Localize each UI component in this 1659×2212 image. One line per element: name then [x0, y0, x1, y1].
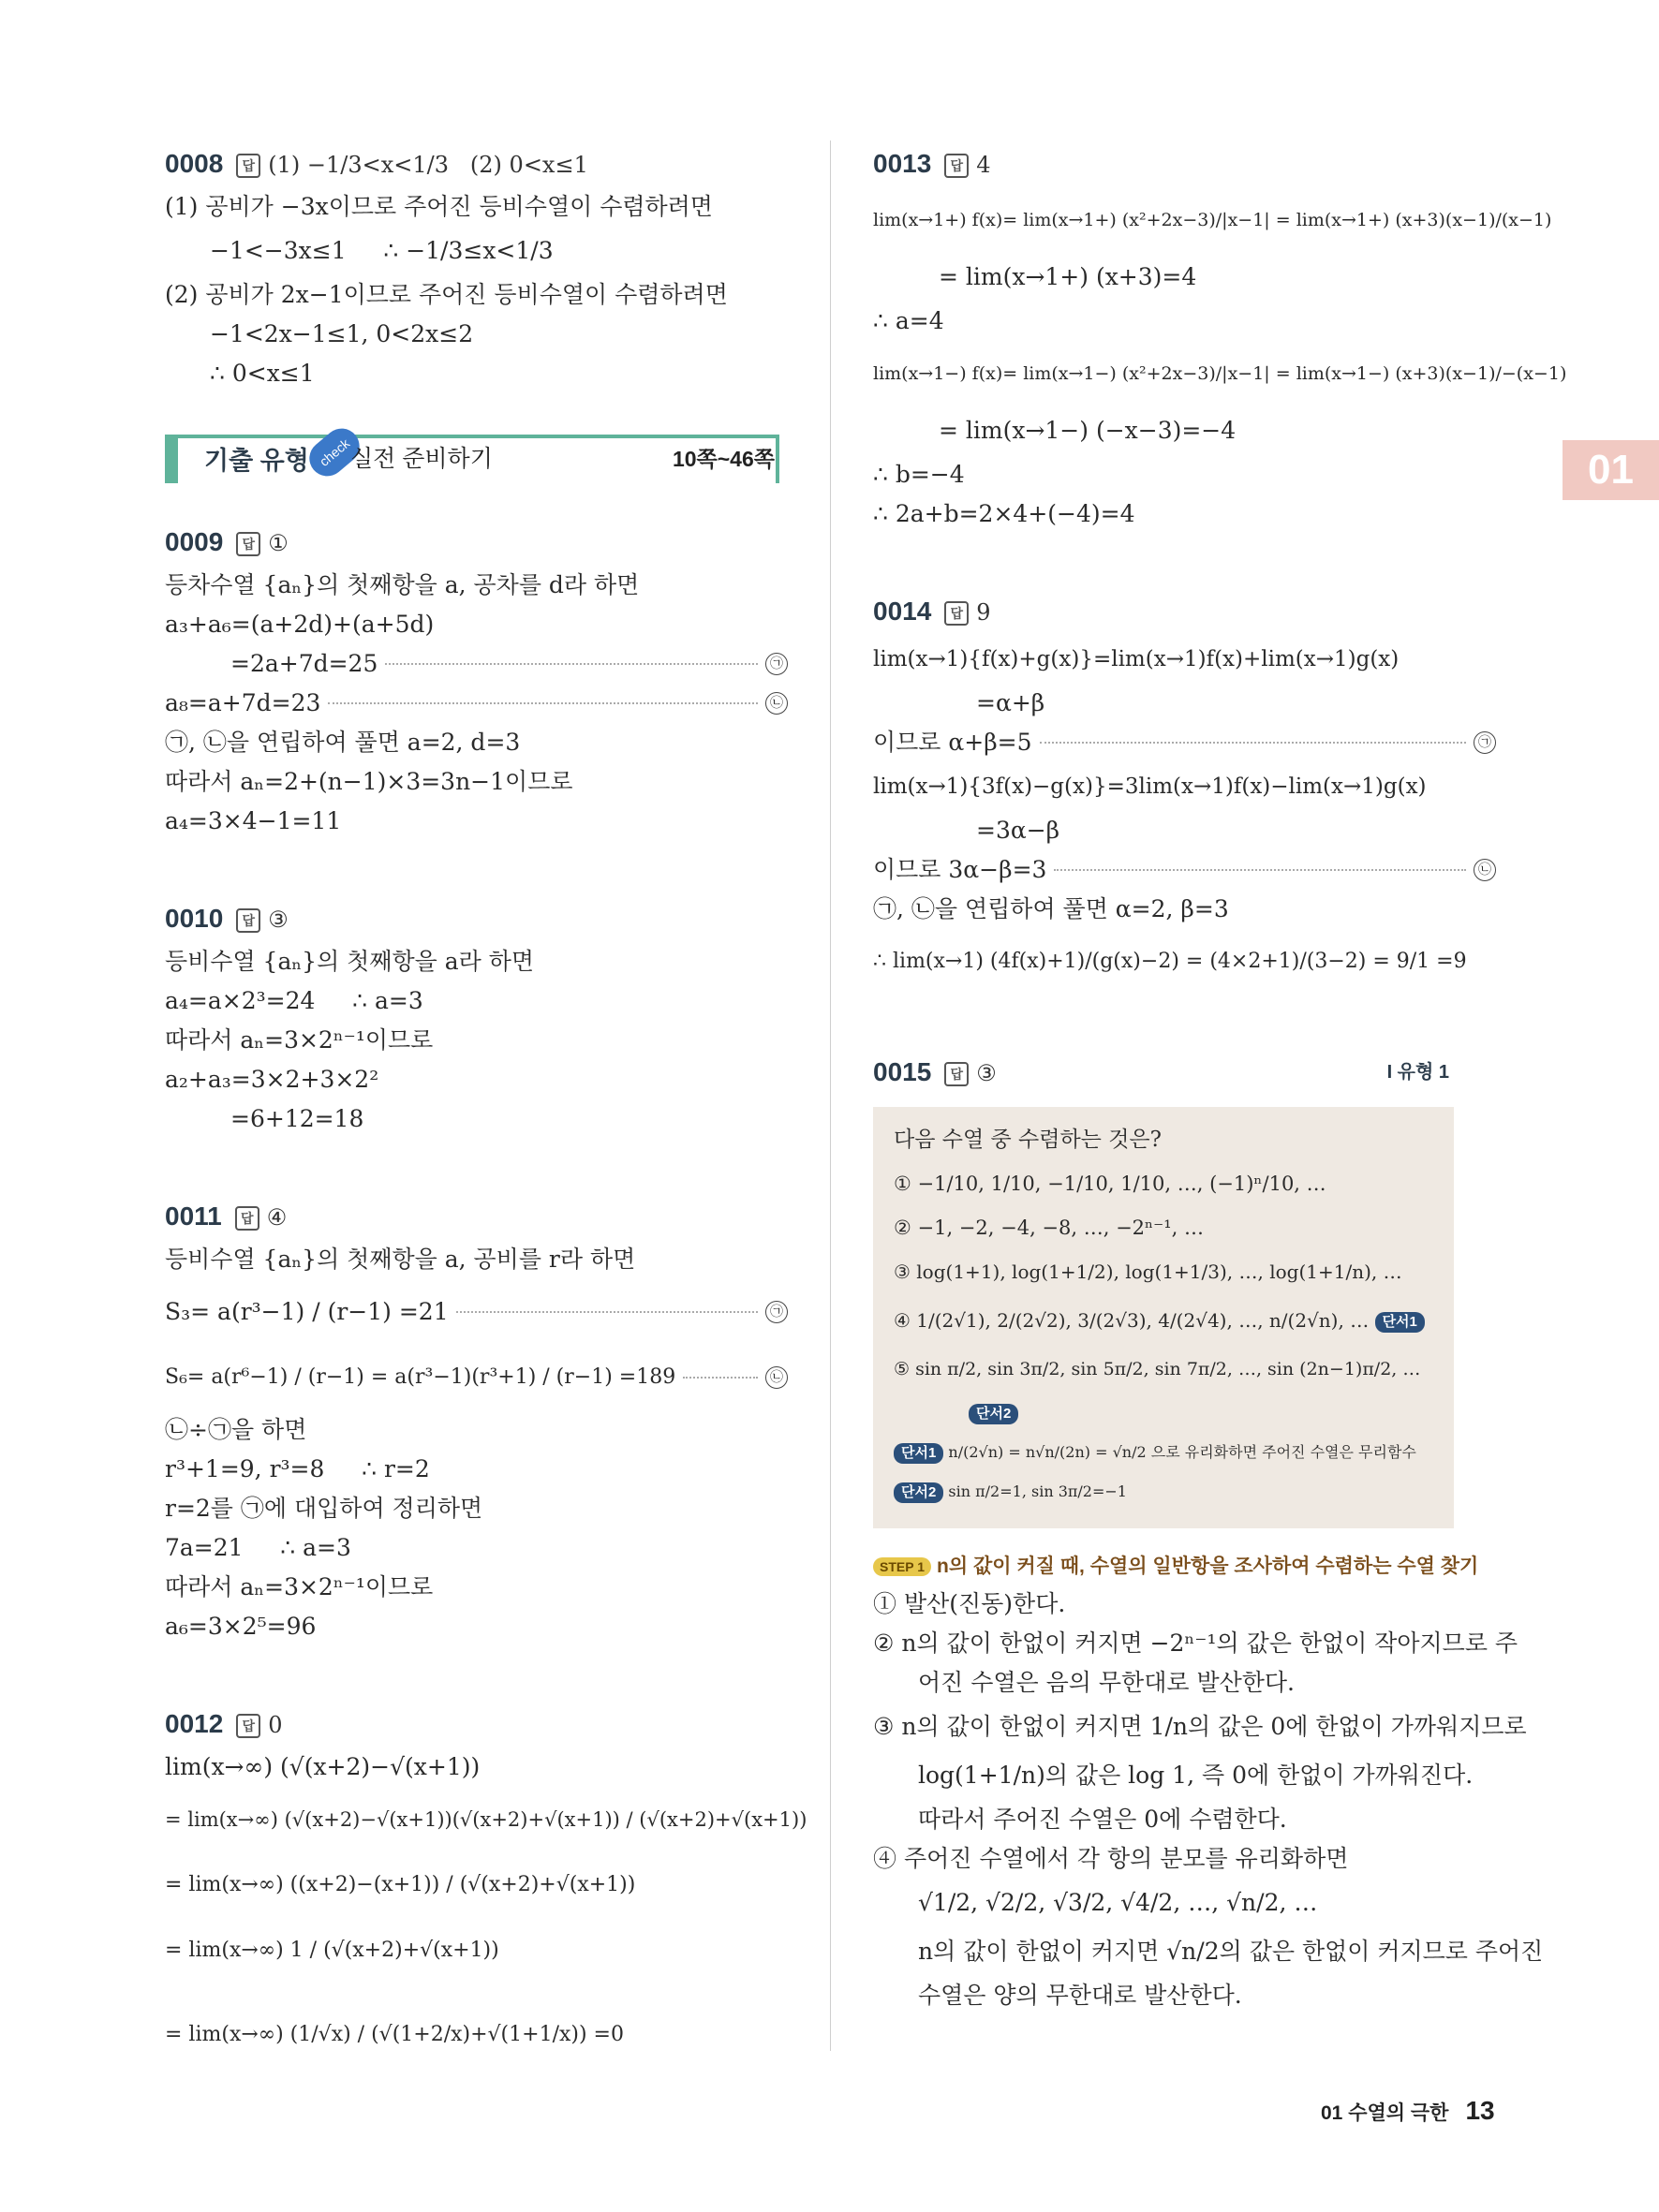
problem-0010-header	[165, 895, 788, 942]
solution-line: ㉠, ㉡을 연립하여 풀면 a=2, d=3	[165, 729, 521, 756]
solution-line: lim(x→1){f(x)+g(x)}=lim(x→1)f(x)+lim(x→1)g(x)	[873, 647, 1400, 671]
answer-icon: 답	[236, 908, 260, 933]
solution-line: ㉠, ㉡을 연립하여 풀면 α=2, β=3	[873, 895, 1229, 922]
answer-icon: 답	[944, 601, 969, 626]
answer-text: ③	[268, 907, 289, 933]
solution-line: a₆=3×2⁵=96	[165, 1613, 317, 1640]
marker-b: ㉡	[1474, 859, 1496, 881]
solution-line: (2) 공비가 2x−1이므로 주어진 등비수열이 수렴하려면	[165, 281, 728, 308]
problem-option: ② −1, −2, −4, −8, …, −2ⁿ⁻¹, …	[894, 1217, 1204, 1239]
marker-a: ㉠	[765, 1301, 788, 1323]
solution-line: =3α−β	[976, 817, 1060, 844]
column-divider	[830, 140, 831, 2051]
answer-text: 0	[268, 1712, 283, 1738]
solution-line: a₃+a₆=(a+2d)+(a+5d)	[165, 611, 435, 638]
solution-line-with-marker	[165, 644, 788, 684]
problem-option: ⑤ sin π/2, sin 3π/2, sin 5π/2, sin 7π/2, …, sin (2n−1)π/2, …	[894, 1359, 1421, 1379]
step-title: n의 값이 커질 때, 수열의 일반항을 조사하여 수렴하는 수열 찾기	[937, 1556, 1479, 1577]
banner-title: 기출 유형	[204, 447, 309, 475]
problem-option: ③ log(1+1), log(1+1/2), log(1+1/3), …, log(1+1/n), …	[894, 1261, 1402, 1283]
solution-line: = lim(x→∞) 1 / (√(x+2)+√(x+1))	[165, 1939, 499, 1962]
solution-line-with-marker	[165, 1279, 788, 1345]
banner-pages: 10쪽~46쪽	[672, 447, 775, 471]
solution-line: r=2를 ㉠에 대입하여 정리하면	[165, 1495, 483, 1522]
clue-tag-2: 단서2	[969, 1404, 1018, 1424]
solution-line: lim(x→1−) f(x)= lim(x→1−) (x²+2x−3)/|x−1| = lim(x→1−) (x+3)(x−1)/−(x−1)	[873, 363, 1567, 384]
solution-line: = lim(x→∞) ((x+2)−(x+1)) / (√(x+2)+√(x+1))	[165, 1873, 636, 1896]
hint-line	[894, 1433, 1431, 1472]
problem-0009-header	[165, 519, 788, 566]
solution-text: S₃= a(r³−1) / (r−1) =21	[165, 1298, 449, 1325]
solution-line: 등비수열 {aₙ}의 첫째항을 a라 하면	[165, 948, 535, 975]
answer-text: (1) −1/3<x<1/3 (2) 0<x≤1	[268, 152, 588, 178]
solution-line: = lim(x→1+) (x+3)=4	[939, 263, 1197, 290]
leader-dots	[456, 1311, 758, 1313]
hint-tag-1: 단서1	[894, 1443, 943, 1464]
solution-line: log(1+1/n)의 값은 log 1, 즉 0에 한없이 가까워진다.	[918, 1762, 1474, 1789]
chapter-side-tab: 01	[1563, 440, 1659, 500]
solution-line: (1) 공비가 −3x이므로 주어진 등비수열이 수렴하려면	[165, 193, 713, 220]
problem-number: 0013	[873, 149, 932, 178]
problem-0008-header	[165, 140, 788, 187]
problem-number: 0008	[165, 149, 224, 178]
option-text: ④ 1/(2√1), 2/(2√2), 3/(2√3), 4/(2√4), …, n/(2√n), …	[894, 1309, 1370, 1332]
solution-text: S₆= a(r⁶−1) / (r−1) = a(r³−1)(r³+1) / (r−1) =189	[165, 1365, 676, 1389]
solution-line: a₄=a×2³=24 ∴ a=3	[165, 987, 423, 1014]
solution-line: ∴ lim(x→1) (4f(x)+1)/(g(x)−2) = (4×2+1)/(3−2) = 9/1 =9	[873, 950, 1467, 973]
leader-dots	[1054, 869, 1466, 871]
leader-dots	[328, 702, 758, 704]
problem-box	[873, 1107, 1454, 1528]
marker-a: ㉠	[765, 653, 788, 675]
solution-line: =6+12=18	[230, 1105, 364, 1132]
solution-line: −1<2x−1≤1, 0<2x≤2	[210, 320, 474, 347]
solution-line: n의 값이 한없이 커지면 √n/2의 값은 한없이 커지므로 주어진	[918, 1938, 1544, 1965]
problem-0014-header	[873, 588, 1496, 635]
hint-text: sin π/2=1, sin 3π/2=−1	[948, 1482, 1127, 1500]
problem-number: 0009	[165, 527, 224, 556]
clue-tag-1: 단서1	[1375, 1312, 1425, 1333]
solution-line-with-marker	[873, 723, 1496, 762]
solution-line: a₂+a₃=3×2+3×2²	[165, 1066, 379, 1093]
solution-line: ④ 주어진 수열에서 각 항의 분모를 유리화하면	[873, 1845, 1349, 1872]
page-footer	[1321, 2096, 1495, 2126]
answer-icon: 답	[236, 154, 260, 178]
solution-line: a₄=3×4−1=11	[165, 807, 342, 834]
problem-0012-header	[165, 1701, 788, 1747]
marker-b: ㉡	[765, 1366, 788, 1389]
solution-line: = lim(x→∞) (√(x+2)−√(x+1))(√(x+2)+√(x+1)) / (√(x+2)+√(x+1))	[165, 1808, 807, 1831]
leader-dots	[683, 1377, 758, 1379]
clue-tag-row	[894, 1394, 1431, 1433]
problem-question: 다음 수열 중 수렴하는 것은?	[894, 1128, 1162, 1152]
solution-line: lim(x→1+) f(x)= lim(x→1+) (x²+2x−3)/|x−1| = lim(x→1+) (x+3)(x−1)/(x−1)	[873, 210, 1552, 230]
check-badge: check	[303, 421, 367, 483]
solution-line: 등차수열 {aₙ}의 첫째항을 a, 공차를 d라 하면	[165, 571, 640, 598]
marker-a: ㉠	[1474, 731, 1496, 754]
solution-line: lim(x→1){3f(x)−g(x)}=3lim(x→1)f(x)−lim(x→1)g(x)	[873, 774, 1427, 799]
solution-line: ∴ 2a+b=2×4+(−4)=4	[873, 500, 1135, 527]
solution-line: 수열은 양의 무한대로 발산한다.	[918, 1982, 1242, 2009]
hint-text: n/(2√n) = n√n/(2n) = √n/2 으로 유리화하면 주어진 수열은 무리함수	[948, 1443, 1416, 1461]
solution-line: =α+β	[976, 689, 1045, 716]
solution-line: √1/2, √2/2, √3/2, √4/2, …, √n/2, …	[918, 1889, 1318, 1916]
solution-line: −1<−3x≤1 ∴ −1/3≤x<1/3	[210, 237, 554, 264]
solution-text: 이므로 3α−β=3	[873, 856, 1047, 883]
solution-line: r³+1=9, r³=8 ∴ r=2	[165, 1455, 430, 1482]
solution-line: 따라서 aₙ=3×2ⁿ⁻¹이므로	[165, 1026, 434, 1054]
hint-line	[894, 1472, 1431, 1512]
page-number: 13	[1465, 2096, 1495, 2125]
answer-icon: 답	[236, 1714, 260, 1738]
solution-line: = lim(x→∞) (1/√x) / (√(1+2/x)+√(1+1/x)) =0	[165, 2023, 624, 2046]
answer-text: 9	[976, 599, 991, 626]
leader-dots	[385, 663, 758, 665]
solution-line-with-marker	[165, 684, 788, 723]
problem-option	[894, 1296, 1431, 1345]
solution-line-with-marker	[873, 850, 1496, 890]
problem-number: 0011	[165, 1202, 222, 1231]
right-column	[873, 140, 1567, 2015]
answer-icon: 답	[236, 532, 260, 556]
solution-line: 따라서 주어진 수열은 0에 수렴한다.	[918, 1806, 1287, 1833]
solution-line: = lim(x→1−) (−x−3)=−4	[939, 417, 1237, 444]
problem-0015-header	[873, 1049, 1496, 1096]
marker-b: ㉡	[765, 692, 788, 715]
section-banner	[165, 427, 788, 493]
solution-line: 따라서 aₙ=3×2ⁿ⁻¹이므로	[165, 1573, 434, 1600]
leader-dots	[1040, 742, 1466, 744]
left-column	[165, 140, 807, 2087]
answer-icon: 답	[235, 1206, 259, 1231]
solution-line: ∴ 0<x≤1	[210, 360, 315, 387]
step-badge: STEP 1	[873, 1557, 931, 1576]
problem-option: ① −1/10, 1/10, −1/10, 1/10, …, (−1)ⁿ/10, …	[894, 1172, 1326, 1195]
banner-subtitle: 실전 준비하기	[350, 446, 493, 472]
problem-0011-header	[165, 1193, 788, 1240]
answer-text: ④	[266, 1204, 288, 1231]
solution-line: ③ n의 값이 한없이 커지면 1/n의 값은 0에 한없이 가까워지므로	[873, 1713, 1527, 1740]
solution-line: 어진 수열은 음의 무한대로 발산한다.	[918, 1669, 1295, 1696]
solution-line: 따라서 aₙ=2+(n−1)×3=3n−1이므로	[165, 768, 573, 795]
solution-line: 7a=21 ∴ a=3	[165, 1534, 351, 1561]
step-heading	[873, 1545, 1496, 1585]
solution-line: lim(x→∞) (√(x+2)−√(x+1))	[165, 1753, 481, 1780]
solution-text: a₈=a+7d=23	[165, 689, 321, 716]
answer-icon: 답	[944, 1062, 969, 1086]
footer-chapter: 01 수열의 극한	[1321, 2102, 1449, 2124]
problem-0013-header	[873, 140, 1496, 187]
type-label: I 유형 1	[1386, 1062, 1449, 1083]
solution-line: ② n의 값이 한없이 커지면 −2ⁿ⁻¹의 값은 한없이 작아지므로 주	[873, 1630, 1518, 1657]
problem-number: 0014	[873, 597, 932, 626]
solution-line-with-marker	[165, 1345, 788, 1410]
solution-line: ① 발산(진동)한다.	[873, 1590, 1066, 1617]
answer-text: ③	[976, 1060, 997, 1086]
solution-line: 등비수열 {aₙ}의 첫째항을 a, 공비를 r라 하면	[165, 1246, 636, 1273]
hint-tag-2: 단서2	[894, 1482, 943, 1503]
answer-text: ①	[268, 530, 289, 556]
problem-number: 0015	[873, 1057, 932, 1086]
problem-number: 0010	[165, 904, 224, 933]
solution-text: =2a+7d=25	[230, 650, 378, 677]
solution-line: ∴ b=−4	[873, 461, 965, 488]
problem-number: 0012	[165, 1709, 224, 1738]
answer-icon: 답	[944, 154, 969, 178]
solution-line: ㉡÷㉠을 하면	[165, 1416, 307, 1443]
answer-text: 4	[976, 152, 991, 178]
solution-text: 이므로 α+β=5	[873, 729, 1032, 756]
solution-line: ∴ a=4	[873, 307, 944, 334]
